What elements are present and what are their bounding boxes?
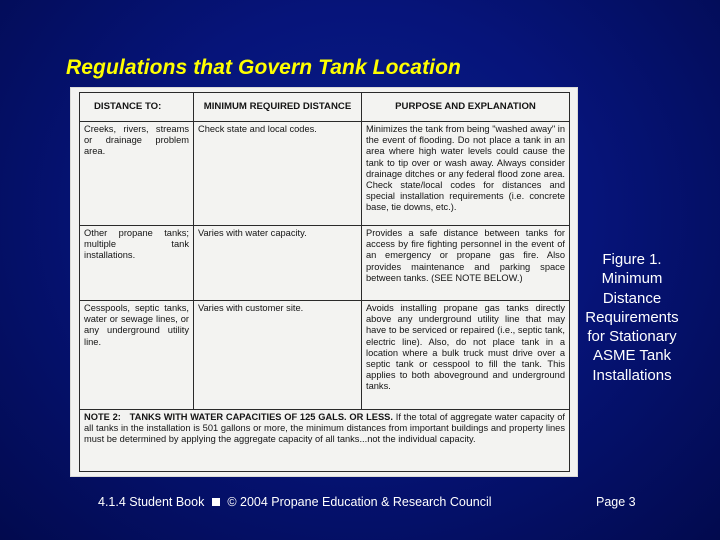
table-header-row [80,93,570,122]
note-heading: TANKS WITH WATER CAPACITIES OF 125 GALS. OR LESS. [129,412,393,422]
table-row [80,226,570,301]
cell-minimum-distance: Check state and local codes. [194,122,362,226]
footer-copyright: © 2004 Propane Education & Research Council [227,495,492,509]
table-note-row [80,410,570,472]
scanned-table-image [71,88,577,476]
cell-minimum-distance: Varies with customer site. [194,301,362,410]
cell-minimum-distance: Varies with water capacity. [194,226,362,301]
table-row [80,301,570,410]
cell-distance-to: Other propane tanks; multiple tank installations. [80,226,194,301]
header-distance-to: DISTANCE TO: [80,93,194,122]
page-number: Page 3 [596,495,636,509]
footer-book-label: 4.1.4 Student Book [98,495,205,509]
header-minimum-required-distance: MINIMUM REQUIRED DISTANCE [194,93,362,122]
footer [98,495,492,509]
slide-title: Regulations that Govern Tank Location [66,56,461,79]
cell-purpose: Provides a safe distance between tanks for access by fire fighting personnel in the event of an emergency or propane gas fire. Also provides maintenance and parking space between tanks. (SEE NOTE BELOW.) [362,226,570,301]
cell-purpose: Avoids installing propane gas tanks directly above any underground utility line that may have to be serviced or repaired (i.e., septic tank, electric line). Also, do not place tank in a location where a bulk truck must drive over a septic tank or cesspool to fill the tank. This applies to both aboveground and underground tanks. [362,301,570,410]
table-row [80,122,570,226]
note-label: NOTE 2: [84,412,121,422]
regulations-table [79,92,570,472]
figure-caption: Figure 1. Minimum Distance Requirements for Stationary ASME Tank Installations [585,251,679,384]
square-bullet-icon [212,498,220,506]
cell-distance-to: Creeks, rivers, streams or drainage problem area. [80,122,194,226]
note-text: If the total of aggregate water capacity of all tanks in the installation is 501 gallons or more, the minimum distances from important buildings and property lines must be determined by applying the aggregate capacity of all tanks...not the individual capacity. [84,412,565,445]
header-purpose-explanation: PURPOSE AND EXPLANATION [362,93,570,122]
note-cell [80,410,570,472]
cell-distance-to: Cesspools, septic tanks, water or sewage lines, or any underground utility line. [80,301,194,410]
cell-purpose: Minimizes the tank from being "washed away" in the event of flooding. Do not place a tank in an area where high water levels could cause the tank to tip over or wash away. Always consider drainage ditches or any federal flood zone area. Check state/local codes for distances and special installation requirements (i.e. concrete base, tie downs, etc.). [362,122,570,226]
